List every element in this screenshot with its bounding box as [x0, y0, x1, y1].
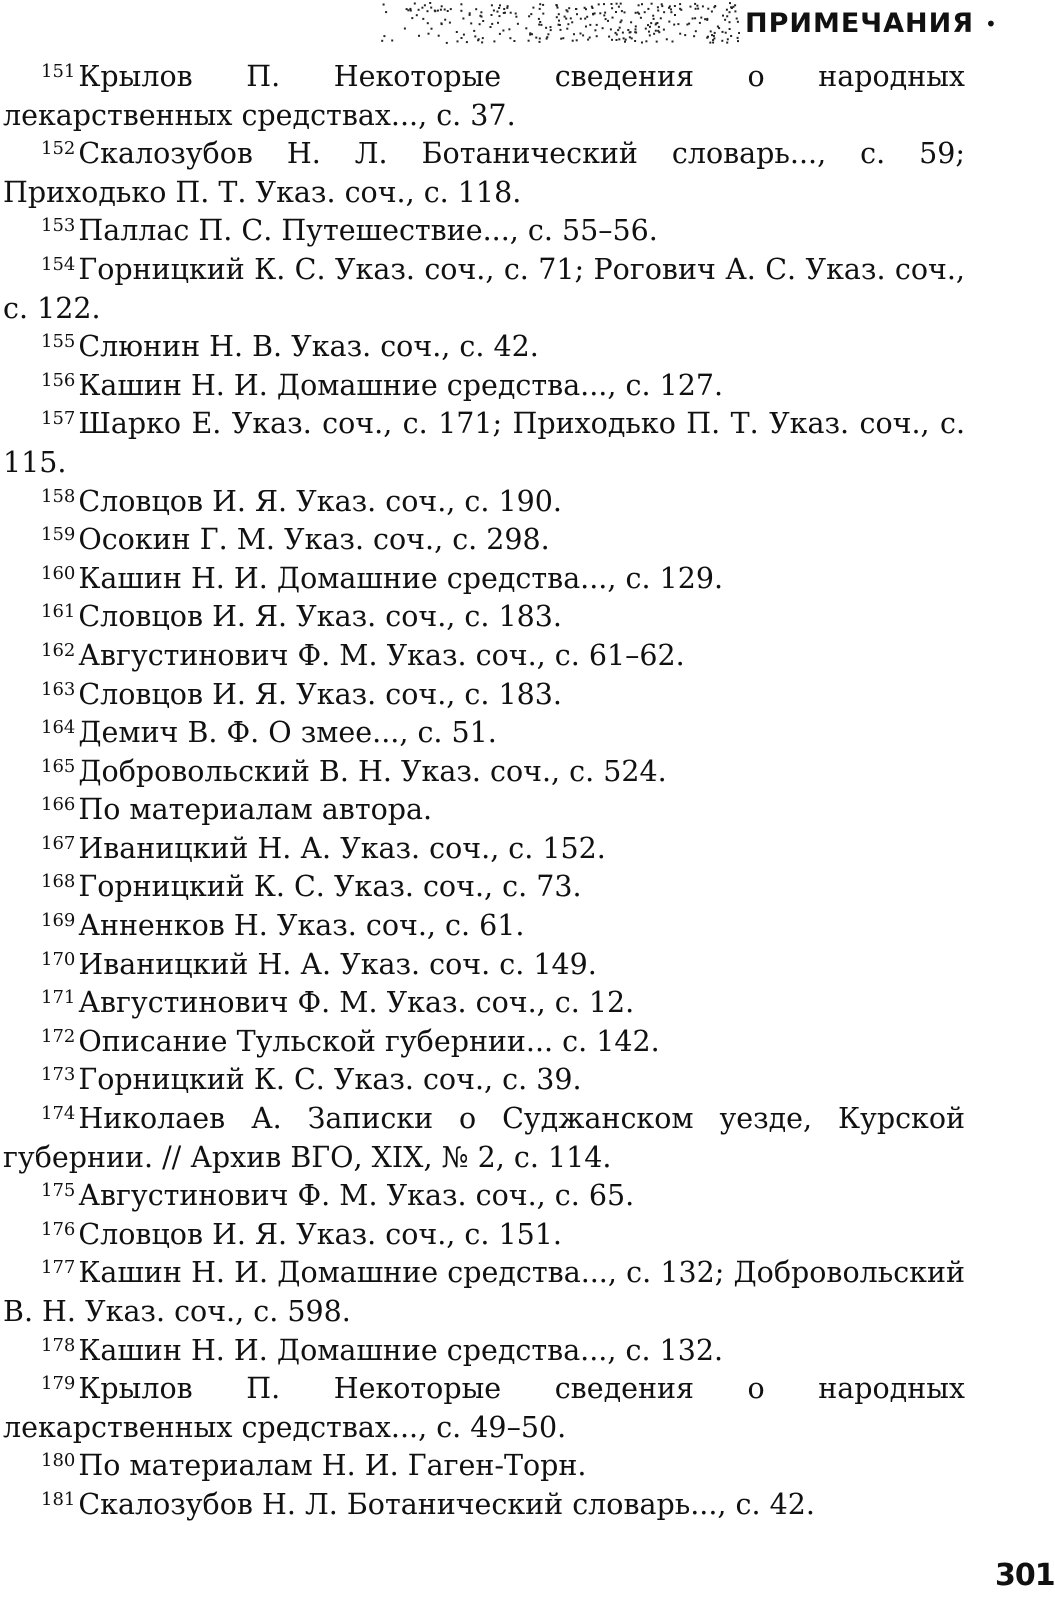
footnote-text: По материалам автора.: [78, 793, 433, 827]
footnote-number: 159: [41, 524, 76, 546]
footnote-number: 154: [41, 253, 76, 275]
footnote-number: 153: [41, 215, 76, 237]
footnote-item: [3, 830, 965, 869]
footnote-number: 175: [41, 1180, 76, 1202]
footnote-text: Словцов И. Я. Указ. соч., с. 183.: [78, 600, 562, 634]
footnote-item: [3, 58, 965, 135]
footnote-item: [3, 521, 965, 560]
footnote-number: 179: [41, 1373, 76, 1395]
footnote-text: Паллас П. С. Путешествие..., с. 55–56.: [78, 214, 658, 248]
footnote-number: 169: [41, 910, 76, 932]
footnote-number: 152: [41, 138, 76, 160]
footnote-text: По материалам Н. И. Гаген-Торн.: [78, 1449, 587, 1483]
footnote-text: Горницкий К. С. Указ. соч., с. 71; Рогович А. С. Указ. соч., с. 122.: [3, 252, 965, 325]
footnote-text: Иваницкий Н. А. Указ. соч., с. 152.: [78, 831, 606, 865]
footnote-item: [3, 637, 965, 676]
footnote-text: Скалозубов Н. Л. Ботанический словарь..., с. 59; Приходько П. Т. Указ. соч., с. 118.: [3, 137, 965, 209]
footnote-text: Добровольский В. Н. Указ. соч., с. 524.: [78, 754, 667, 788]
footnote-text: Словцов И. Я. Указ. соч., с. 151.: [78, 1217, 562, 1251]
footnote-number: 173: [41, 1064, 76, 1086]
footnote-number: 160: [41, 562, 76, 584]
footnote-item: [3, 753, 965, 792]
footnote-item: [3, 1332, 965, 1371]
footnote-item: [3, 405, 965, 482]
footnote-text: Словцов И. Я. Указ. соч., с. 183.: [78, 677, 562, 711]
footnote-text: Анненков Н. Указ. соч., с. 61.: [78, 909, 525, 943]
footnote-number: 181: [41, 1488, 76, 1510]
footnote-item: [3, 483, 965, 522]
footnote-text: Августинович Ф. М. Указ. соч., с. 12.: [78, 986, 635, 1020]
footnote-number: 164: [41, 717, 76, 739]
footnote-number: 163: [41, 678, 76, 700]
footnote-number: 158: [41, 485, 76, 507]
footnote-item: [3, 714, 965, 753]
footnote-text: Кашин Н. И. Домашние средства..., с. 132; Добровольский В. Н. Указ. соч., с. 598.: [3, 1256, 965, 1328]
header-bullet-icon: •: [985, 12, 997, 36]
section-title: ПРИМЕЧАНИЯ: [745, 8, 974, 39]
footnote-item: [3, 676, 965, 715]
footnote-text: Демич В. Ф. О змее..., с. 51.: [78, 716, 497, 750]
footnote-number: 156: [41, 369, 76, 391]
footnote-text: Шарко Е. Указ. соч., с. 171; Приходько П. Т. Указ. соч., с. 115.: [3, 407, 965, 479]
footnote-item: [3, 367, 965, 406]
footnote-item: [3, 598, 965, 637]
footnote-text: Горницкий К. С. Указ. соч., с. 39.: [78, 1063, 582, 1097]
footnote-item: [3, 1447, 965, 1486]
footnote-number: 168: [41, 871, 76, 893]
footnote-text: Крылов П. Некоторые сведения о народных лекарственных средствах..., с. 37.: [3, 60, 965, 132]
footnote-number: 167: [41, 832, 76, 854]
footnote-list: [3, 58, 965, 1525]
footnote-text: Крылов П. Некоторые сведения о народных лекарственных средствах..., с. 49–50.: [3, 1372, 965, 1444]
footnote-item: [3, 328, 965, 367]
footnote-item: [3, 1216, 965, 1255]
footnote-item: [3, 212, 965, 251]
footnote-number: 157: [41, 408, 76, 430]
footnote-text: Августинович Ф. М. Указ. соч., с. 65.: [78, 1179, 635, 1213]
footnote-number: 162: [41, 639, 76, 661]
footnote-text: Слюнин Н. В. Указ. соч., с. 42.: [78, 330, 539, 364]
footnote-item: [3, 1370, 965, 1447]
footnote-text: Горницкий К. С. Указ. соч., с. 73.: [78, 870, 582, 904]
footnote-number: 176: [41, 1218, 76, 1240]
footnote-number: 166: [41, 794, 76, 816]
footnote-item: [3, 1023, 965, 1062]
footnote-number: 165: [41, 755, 76, 777]
footnote-text: Описание Тульской губернии... с. 142.: [78, 1024, 660, 1058]
footnote-item: [3, 984, 965, 1023]
footnote-item: [3, 791, 965, 830]
footnote-number: 172: [41, 1025, 76, 1047]
footnote-item: [3, 1254, 965, 1331]
footnote-item: [3, 1177, 965, 1216]
footnote-number: 180: [41, 1450, 76, 1472]
footnote-text: Николаев А. Записки о Суджанском уезде, Курской губернии. // Архив ВГО, XIX, № 2, с. 114.: [3, 1102, 965, 1174]
footnote-number: 161: [41, 601, 76, 623]
footnote-item: [3, 868, 965, 907]
footnote-item: [3, 1486, 965, 1525]
footnote-text: Кашин Н. И. Домашние средства..., с. 132.: [78, 1333, 724, 1367]
footnote-item: [3, 135, 965, 212]
footnote-item: [3, 251, 965, 328]
footnote-item: [3, 1100, 965, 1177]
footnote-item: [3, 946, 965, 985]
footnote-text: Августинович Ф. М. Указ. соч., с. 61–62.: [78, 638, 685, 672]
footnote-item: [3, 560, 965, 599]
page-number: 301: [995, 1558, 1055, 1593]
footnote-text: Словцов И. Я. Указ. соч., с. 190.: [78, 484, 562, 518]
header-speckle-decoration: [380, 0, 740, 50]
footnote-number: 174: [41, 1103, 76, 1125]
footnote-item: [3, 907, 965, 946]
footnote-text: Иваницкий Н. А. Указ. соч. с. 149.: [78, 947, 597, 981]
footnote-number: 170: [41, 948, 76, 970]
footnote-item: [3, 1061, 965, 1100]
footnote-text: Кашин Н. И. Домашние средства..., с. 127.: [78, 368, 724, 402]
footnote-number: 177: [41, 1257, 76, 1279]
page-header: [0, 0, 1055, 50]
footnote-number: 171: [41, 987, 76, 1009]
footnote-number: 151: [41, 61, 76, 82]
footnote-text: Кашин Н. И. Домашние средства..., с. 129.: [78, 561, 724, 595]
footnote-number: 178: [41, 1334, 76, 1356]
footnote-text: Осокин Г. М. Указ. соч., с. 298.: [78, 523, 550, 557]
footnote-text: Скалозубов Н. Л. Ботанический словарь..., с. 42.: [78, 1487, 815, 1521]
footnote-number: 155: [41, 331, 76, 353]
